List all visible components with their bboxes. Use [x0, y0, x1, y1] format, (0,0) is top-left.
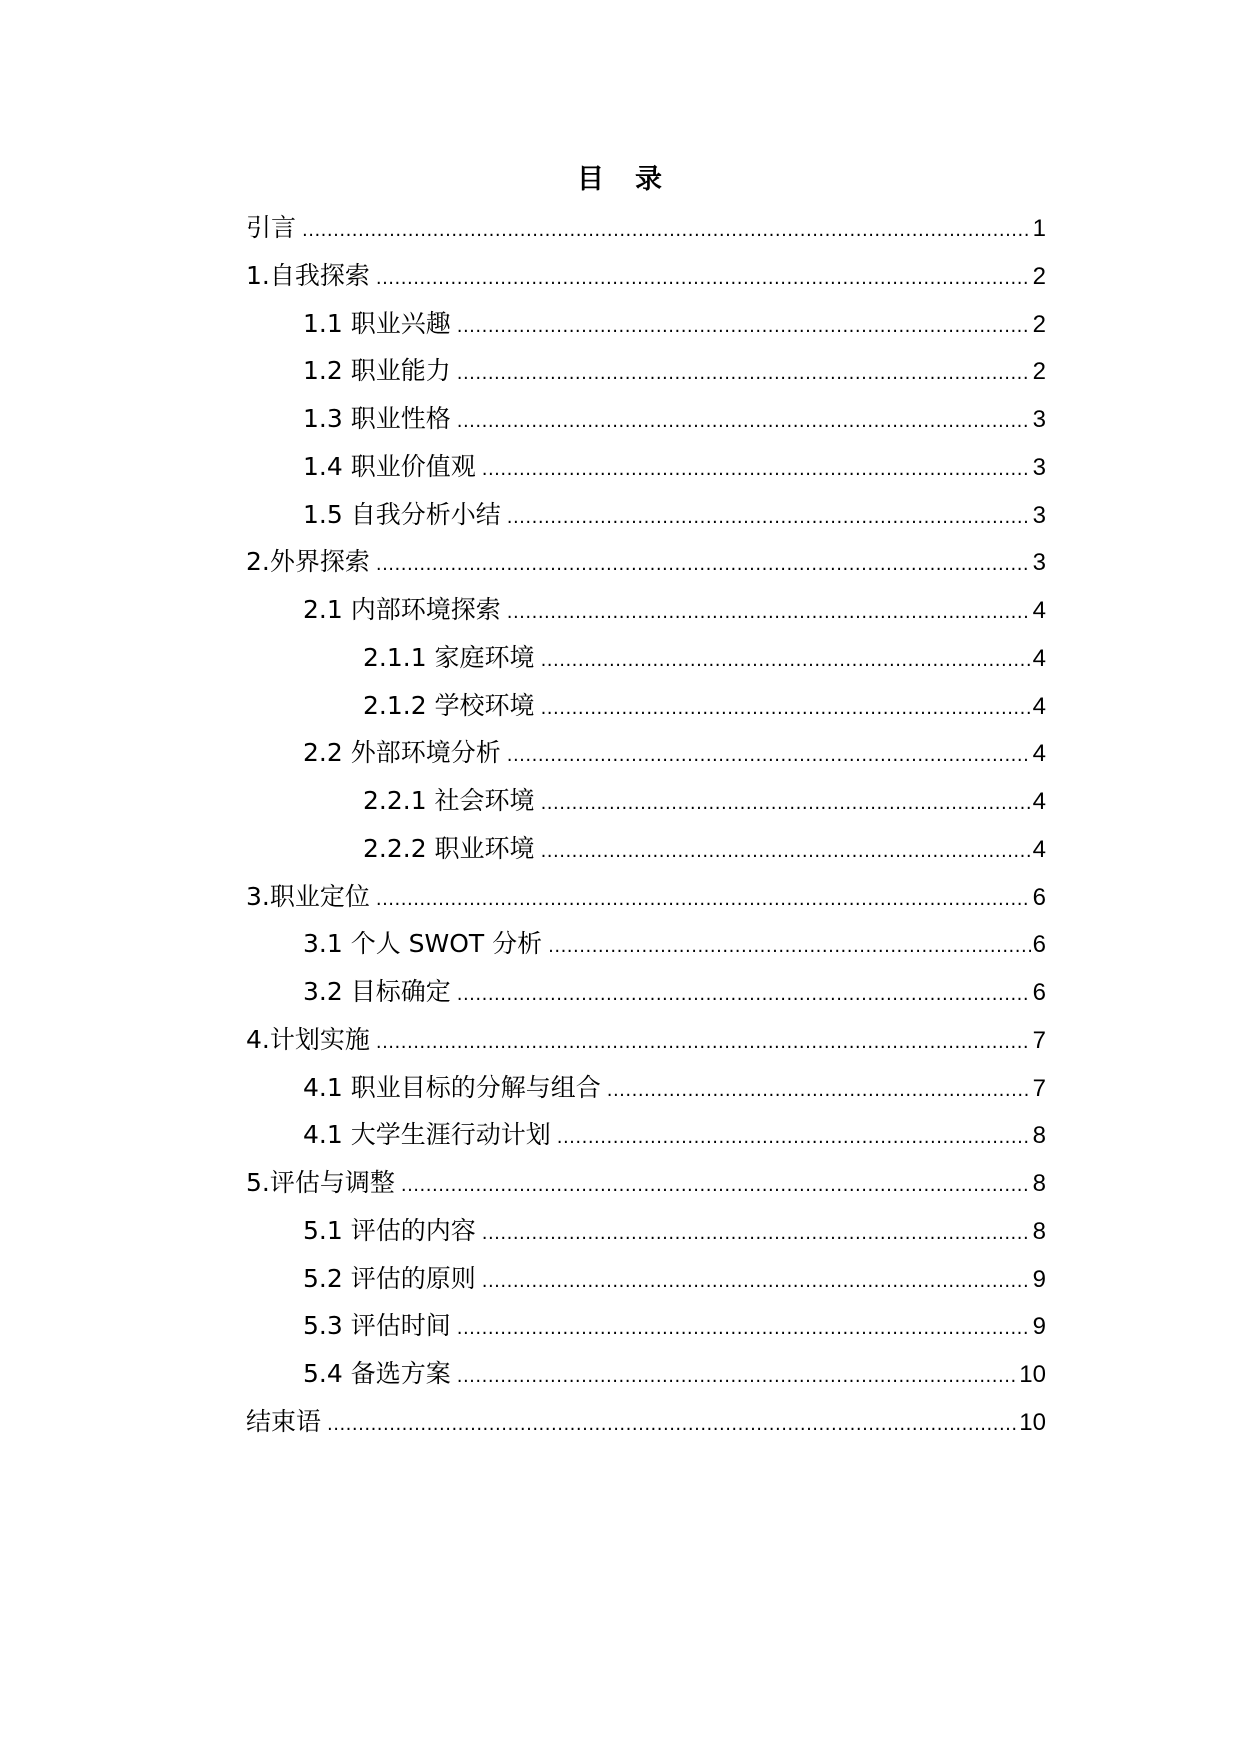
toc-entry[interactable] [246, 920, 1046, 968]
toc-dot-leader [607, 1067, 1031, 1115]
toc-entry-page-number: 4 [1032, 740, 1046, 768]
toc-entry-label: 引言 [246, 213, 297, 242]
toc-dot-leader [507, 589, 1031, 637]
toc-dot-leader [401, 1162, 1031, 1210]
toc-entry[interactable] [246, 347, 1046, 395]
toc-entry-label: 2.1.2 学校环境 [363, 690, 535, 720]
toc-entry-page-number: 4 [1032, 597, 1046, 624]
toc-entry-page-number: 2 [1032, 262, 1046, 290]
toc-entry-page-number: 3 [1032, 406, 1046, 433]
toc-entry-page-number: 8 [1032, 1217, 1046, 1245]
toc-entry-label: 2.2.1 社会环境 [363, 786, 535, 815]
toc-entry-page-number: 4 [1032, 835, 1046, 863]
toc-entry-page-number: 6 [1032, 979, 1046, 1006]
toc-entry-page-number: 3 [1032, 549, 1046, 577]
toc-dot-leader [557, 1114, 1031, 1162]
toc-entry-label: 5.评估与调整 [246, 1168, 395, 1197]
toc-entry-page-number: 9 [1032, 1313, 1046, 1341]
toc-dot-leader [457, 1305, 1031, 1353]
toc-entry-label: 结束语 [246, 1406, 322, 1436]
toc-entry-label: 4.1 职业目标的分解与组合 [303, 1072, 601, 1102]
toc-entry[interactable] [246, 252, 1046, 300]
toc-entry[interactable] [246, 1302, 1046, 1350]
toc-entry-label: 2.外界探索 [246, 547, 370, 577]
toc-entry[interactable] [246, 491, 1046, 539]
toc-dot-leader [507, 494, 1031, 542]
toc-dot-leader [376, 1019, 1031, 1067]
toc-entry[interactable] [246, 1111, 1046, 1159]
toc-entry-page-number: 2 [1032, 358, 1046, 386]
toc-dot-leader [482, 1258, 1031, 1306]
toc-entry-label: 1.自我探索 [246, 260, 370, 290]
toc-entry[interactable] [246, 1255, 1046, 1303]
toc-entry-label: 1.2 职业能力 [303, 356, 451, 386]
toc-dot-leader [457, 350, 1031, 398]
toc-entry[interactable] [246, 1159, 1046, 1207]
toc-entry-label: 5.3 评估时间 [303, 1311, 451, 1341]
toc-list [246, 204, 1046, 1446]
toc-entry-page-number: 4 [1032, 644, 1046, 672]
toc-title: 目 录 [577, 164, 664, 195]
toc-entry-page-number: 10 [1019, 1361, 1046, 1388]
toc-dot-leader [548, 923, 1031, 971]
toc-dot-leader [541, 637, 1031, 685]
toc-entry[interactable] [246, 395, 1046, 443]
toc-entry[interactable] [246, 825, 1046, 873]
toc-entry[interactable] [246, 538, 1046, 586]
toc-entry[interactable] [246, 300, 1046, 348]
toc-dot-leader [457, 1353, 1018, 1401]
toc-entry-label: 1.4 职业价值观 [303, 451, 476, 481]
toc-dot-leader [376, 541, 1031, 589]
toc-entry[interactable] [246, 1064, 1046, 1112]
toc-entry[interactable] [246, 873, 1046, 921]
toc-entry[interactable] [246, 682, 1046, 730]
toc-entry-label: 4.计划实施 [246, 1024, 370, 1054]
toc-dot-leader [376, 255, 1031, 303]
toc-dot-leader [457, 303, 1031, 351]
toc-dot-leader [457, 971, 1031, 1019]
toc-entry[interactable] [246, 634, 1046, 682]
toc-entry-page-number: 3 [1032, 453, 1046, 481]
toc-entry-page-number: 6 [1032, 931, 1046, 959]
toc-entry[interactable] [246, 443, 1046, 491]
toc-entry[interactable] [246, 204, 1046, 252]
toc-entry-label: 3.1 个人 SWOT 分析 [303, 929, 543, 959]
toc-entry-label: 2.2 外部环境分析 [303, 738, 501, 768]
toc-entry-page-number: 7 [1032, 1074, 1046, 1102]
toc-entry[interactable] [246, 1398, 1046, 1446]
toc-entry-page-number: 9 [1032, 1265, 1046, 1293]
toc-dot-leader [482, 1210, 1031, 1258]
toc-entry-page-number: 10 [1019, 1408, 1046, 1436]
toc-entry-page-number: 4 [1032, 788, 1046, 815]
toc-dot-leader [507, 732, 1031, 780]
toc-entry[interactable] [246, 1016, 1046, 1064]
toc-entry-page-number: 8 [1032, 1122, 1046, 1150]
toc-entry-page-number: 2 [1032, 310, 1046, 338]
toc-entry-page-number: 1 [1032, 215, 1046, 242]
toc-entry-label: 2.2.2 职业环境 [363, 833, 535, 863]
toc-entry-label: 1.5 自我分析小结 [303, 499, 501, 529]
toc-dot-leader [541, 828, 1031, 876]
toc-entry-label: 1.1 职业兴趣 [303, 308, 451, 338]
toc-dot-leader [302, 207, 1031, 255]
toc-entry-page-number: 4 [1032, 692, 1046, 720]
toc-dot-leader [482, 446, 1031, 494]
toc-entry[interactable] [246, 1207, 1046, 1255]
toc-entry[interactable] [246, 777, 1046, 825]
toc-entry-label: 5.4 备选方案 [303, 1359, 451, 1388]
toc-dot-leader [376, 876, 1031, 924]
toc-dot-leader [541, 685, 1031, 733]
toc-entry-label: 5.1 评估的内容 [303, 1215, 476, 1245]
toc-entry-label: 2.1.1 家庭环境 [363, 642, 535, 672]
toc-entry-page-number: 8 [1032, 1170, 1046, 1197]
toc-entry-label: 3.职业定位 [246, 881, 370, 911]
toc-entry-label: 2.1 内部环境探索 [303, 595, 501, 624]
toc-entry[interactable] [246, 1350, 1046, 1398]
toc-entry-label: 3.2 目标确定 [303, 977, 451, 1006]
toc-entry-label: 1.3 职业性格 [303, 404, 451, 433]
toc-dot-leader [457, 398, 1031, 446]
toc-entry[interactable] [246, 729, 1046, 777]
toc-entry-page-number: 6 [1032, 883, 1046, 911]
toc-entry-page-number: 3 [1032, 501, 1046, 529]
toc-entry-label: 5.2 评估的原则 [303, 1263, 476, 1293]
toc-entry-page-number: 7 [1032, 1026, 1046, 1054]
toc-entry[interactable] [246, 586, 1046, 634]
toc-dot-leader [327, 1401, 1017, 1449]
toc-entry-label: 4.1 大学生涯行动计划 [303, 1120, 551, 1150]
toc-dot-leader [541, 780, 1031, 828]
toc-entry[interactable] [246, 968, 1046, 1016]
